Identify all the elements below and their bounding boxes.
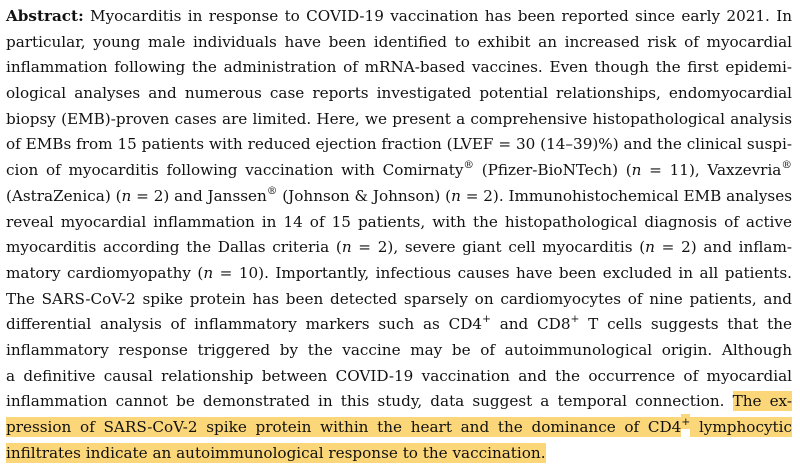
- abstract-line: [6, 415, 792, 441]
- text-run: matory cardiomyopathy (: [6, 263, 204, 282]
- text-run: = 2) and inflam-: [654, 238, 792, 257]
- superscript: ®: [781, 158, 792, 171]
- text-run: T cells suggests that the: [579, 315, 792, 334]
- superscript: +: [482, 312, 491, 326]
- text-run: The SARS-CoV-2 spike protein has been detected sparsely on cardiomyocytes of nine patients, and: [6, 289, 792, 308]
- italic-variable: n: [631, 161, 642, 180]
- text-run: inflammation following the administration of mRNA-based vaccines. Even though the first epidemi-: [6, 58, 792, 77]
- superscript: +: [570, 312, 580, 326]
- text-run: = 11), Vaxzevria: [641, 161, 782, 180]
- abstract-line: [6, 338, 792, 364]
- abstract-line: [6, 261, 792, 287]
- abstract-line: [6, 389, 792, 415]
- abstract-line: [6, 55, 792, 81]
- abstract-line: [6, 364, 792, 390]
- highlighted-text: The ex-: [732, 392, 792, 411]
- text-run: of EMBs from 15 patients with reduced ejection fraction (LVEF = 30 (14–39)%) and the clinical suspi-: [6, 135, 792, 154]
- text-run: = 2), severe giant cell myocarditis (: [351, 238, 646, 257]
- abstract-line: [6, 81, 792, 107]
- abstract-label: Abstract:: [6, 7, 84, 25]
- text-run: biopsy (EMB)-proven cases are limited. Here, we present a comprehensive histopathological analysis: [6, 109, 792, 128]
- superscript: +: [681, 414, 691, 428]
- abstract-line: [6, 158, 792, 184]
- italic-variable: n: [645, 238, 655, 257]
- abstract-line: [6, 441, 792, 467]
- abstract-line: [6, 132, 792, 158]
- text-run: differential analysis of inflammatory markers such as CD4: [6, 315, 483, 334]
- abstract-line: [6, 184, 792, 210]
- text-run: (AstraZenica) (: [6, 186, 122, 205]
- italic-variable: n: [451, 186, 461, 205]
- text-run: particular, young male individuals have been identified to exhibit an increased risk of myocardial: [6, 32, 792, 51]
- text-run: = 2) and Janssen: [131, 186, 267, 205]
- superscript: ®: [463, 158, 475, 171]
- text-run: (Johnson & Johnson) (: [277, 186, 452, 205]
- text-run: = 10). Importantly, infectious causes have been excluded in all patients.: [213, 263, 792, 282]
- text-run: myocarditis according the Dallas criteria (: [6, 238, 342, 257]
- text-run: inflammatory response triggered by the vaccine may be of autoimmunological origin. Although: [6, 340, 792, 359]
- highlighted-text: lymphocytic: [690, 418, 792, 436]
- text-run: a definitive causal relationship between COVID-19 vaccination and the occurrence of myocardial: [6, 366, 792, 385]
- text-run: and CD8: [490, 315, 571, 334]
- italic-variable: n: [203, 263, 214, 282]
- text-run: cion of myocarditis following vaccination with Comirnaty: [6, 161, 464, 180]
- italic-variable: n: [341, 238, 352, 257]
- text-run: ological analyses and numerous case reports investigated potential relationships, endomyocardial: [6, 84, 792, 103]
- text-run: inflammation cannot be demonstrated in this study, data suggest a temporal connection.: [6, 392, 733, 411]
- abstract-line: [6, 30, 792, 56]
- abstract-line: [6, 312, 792, 338]
- superscript: ®: [266, 183, 278, 197]
- italic-variable: n: [121, 186, 132, 205]
- text-run: (Pfizer-BioNTech) (: [474, 161, 632, 180]
- text-run: Myocarditis in response to COVID-19 vaccination has been reported since early 2021. In: [90, 7, 792, 25]
- text-run: = 2). Immunohistochemical EMB analyses: [460, 186, 792, 205]
- abstract-line: [6, 4, 792, 30]
- abstract-line: [6, 287, 792, 313]
- highlighted-text: pression of SARS-CoV-2 spike protein within the heart and the dominance of CD4: [6, 418, 682, 436]
- highlighted-text: infiltrates indicate an autoimmunological response to the vaccination.: [6, 443, 546, 462]
- abstract-paragraph: [6, 4, 792, 466]
- abstract-line: [6, 210, 792, 236]
- abstract-line: [6, 235, 792, 261]
- text-run: reveal myocardial inflammation in 14 of 15 patients, with the histopathological diagnosis of active: [6, 212, 792, 231]
- abstract-line: [6, 107, 792, 133]
